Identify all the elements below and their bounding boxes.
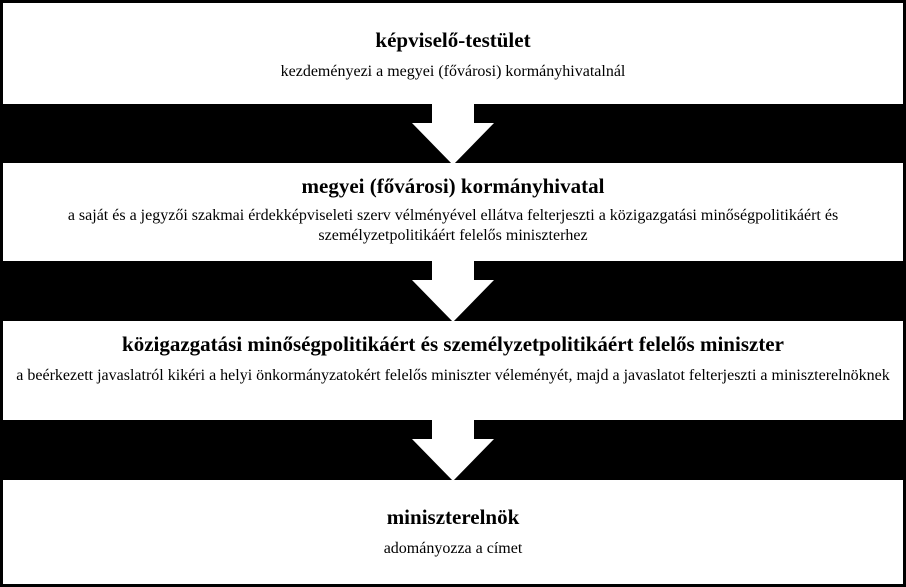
- step-description: adományozza a címet: [383, 540, 523, 557]
- down-arrow-shape: [412, 419, 494, 481]
- down-arrow-shape: [412, 103, 494, 165]
- step-title: közigazgatási minőségpolitikáért és személyzetpolitikáért felelős miniszter: [122, 332, 784, 356]
- step-description: a saját és a jegyzői szakmai érdekképviseleti szerv vélményével ellátva felterjeszti a közigazgatási minőségpolitikáért és személyzetpolitikáért felelős miniszterhez: [67, 207, 839, 244]
- step-title: képviselő-testület: [375, 28, 531, 52]
- down-arrow-shape: [412, 260, 494, 322]
- step-box-representative-body: [3, 3, 903, 104]
- step-box-prime-minister: [3, 480, 903, 584]
- step-box-minister: [3, 321, 903, 420]
- step-description: kezdeményezi a megyei (fővárosi) kormányhivatalnál: [280, 63, 626, 80]
- step-box-government-office: [3, 163, 903, 261]
- step-title: miniszterelnök: [386, 505, 520, 529]
- step-description: a beérkezett javaslatról kikéri a helyi önkormányzatokért felelős miniszter véleményét, majd a javaslatot felterjeszti a miniszterelnöknek: [16, 367, 890, 384]
- step-title: megyei (fővárosi) kormányhivatal: [301, 174, 605, 198]
